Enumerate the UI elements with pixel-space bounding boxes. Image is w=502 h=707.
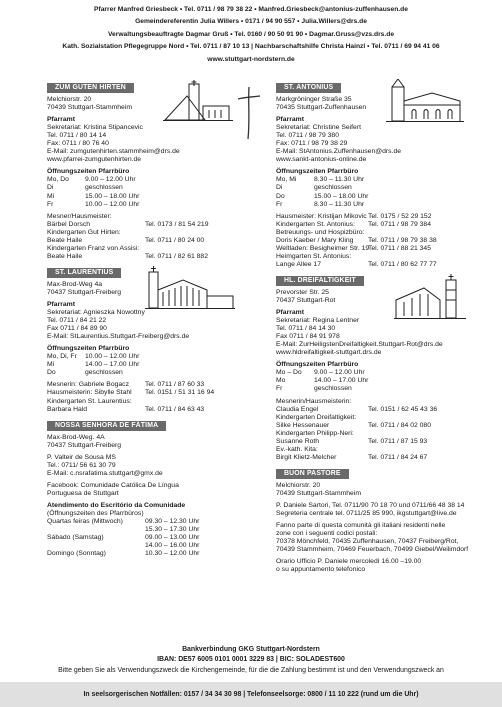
section-buon-pastore (276, 469, 468, 574)
person-row: Mesnerin: Gabriele Bogacz Tel. 0711 / 87 60 33 (47, 381, 205, 389)
person-row: Kindergarten Franz von Assisi: (47, 244, 140, 252)
person-row: Kindergarten St. Laurentius: (47, 397, 132, 405)
hours-row: Sábado (Samstag) 09.00 – 13.00 Uhr (47, 534, 200, 542)
contact-line: Sekretariat: Christine Seifert (276, 124, 361, 132)
hours-sublabel: (Öffnungszeiten des Pfarrbüros) (47, 509, 144, 517)
hours-row: Mo 14.00 – 17.00 Uhr (276, 377, 369, 385)
hours-row: 15.30 – 17.30 Uhr (145, 526, 200, 534)
hours-row: Di geschlossen (276, 184, 352, 192)
hours-label: Öffnungszeiten Pfarrbüro (276, 168, 359, 176)
section-title: ST. LAURENTIUS (47, 268, 121, 278)
section-title: ZUM GUTEN HIRTEN (47, 83, 134, 93)
contact-line: Segreteria centrale tel. 0711/25 85 990, ikgstuttgart@live.de (276, 510, 457, 518)
bank-info (0, 645, 502, 676)
address-line: 70435 Stuttgart-Zuffenhausen (276, 104, 367, 112)
address-line: 70439 Stuttgart-Stammheim (276, 489, 362, 497)
contact-line: P. Valteir de Sousa MS (47, 453, 116, 461)
hours-row: Fr 8.30 – 11.30 Uhr (276, 200, 365, 208)
office-hours-line: o su appuntamento telefonico (276, 566, 366, 574)
church-st-antonius-icon (386, 79, 464, 123)
contact-line: Sekretariat: Kristina Stipancevic (47, 124, 143, 132)
address-line: Melchiorstr. 20 (276, 481, 321, 489)
contact-line: Fax 0711 / 84 89 90 (47, 325, 107, 333)
person-row: Doris Kaeber / Mary Kling Tel. 0711 / 98 79 38 38 (276, 236, 437, 244)
pfarramt-label: Pfarramt (276, 309, 304, 317)
header-line: Kath. Sozialstation Pflegegruppe Nord • Tel. 0711 / 87 10 13 | Nachbarschaftshilfe Christa Hainzl • Tel. 0711 / 69 94 41 06 (62, 43, 440, 51)
section-title: BUON PASTORE (276, 469, 349, 479)
emergency-footer: In seelsorgerischen Notfällen: 0157 / 34 34 30 98 | Telefonseelsorge: 0800 / 11 10 222 (rund um die Uhr) (0, 682, 502, 707)
contact-line: Fax: 0711 / 80 76 40 (47, 140, 109, 148)
contact-line: Tel.: 0711/ 56 61 30 79 (47, 461, 116, 469)
section-nossa-senhora-de-fatima (47, 421, 239, 559)
person-row: Hausmeister: Kristijan Mikovic Tel. 0175 / 52 29 152 (276, 212, 432, 220)
mesner-label: Mesnerin/Hausmeisterin: (276, 397, 352, 405)
person-row: Barbara Hald Tel. 0711 / 84 63 43 (47, 405, 205, 413)
person-row: Hausmeisterin: Sibylle Stahl Tel. 0151 / 51 31 16 94 (47, 389, 215, 397)
hours-row: Quartas feiras (Mittwoch) 09.30 – 12.30 Uhr (47, 518, 200, 526)
hours-label: Öffnungszeiten Pfarrbüro (47, 168, 130, 176)
website-link[interactable]: www.hldreifaltigkeit-stuttgart.drs.de (276, 349, 382, 357)
person-row: Silke Hessenauer Tel. 0711 / 84 02 080 (276, 421, 431, 429)
address-line: 70437 Stuttgart-Freiberg (47, 288, 122, 296)
info-line: 70378 Mönchfeld, 70435 Zuffenhausen, 70437 Freiberg/Rot, (276, 538, 459, 546)
website-link[interactable]: www.sankt-antonius-online.de (276, 156, 367, 164)
hours-row: Di geschlossen (47, 184, 123, 192)
person-row: Claudia Engel Tel. 0151 / 62 45 43 36 (276, 405, 438, 413)
contact-line: Sekretariat: Agnieszka Nowottny (47, 309, 145, 317)
church-st-laurentius-icon (145, 266, 235, 310)
hours-row: Do geschlossen (47, 369, 123, 377)
person-row: Kindergarten Philipp-Neri: (276, 429, 354, 437)
pfarramt-label: Pfarramt (47, 116, 75, 124)
hours-row: Mo, Di, Fr 10.00 – 12.00 Uhr (47, 353, 140, 361)
person-row: Beate Haile Tel. 0711 / 82 61 882 (47, 252, 208, 260)
section-title: NOSSA SENHORA DE FÁTIMA (47, 421, 166, 431)
person-row: Lange Allee 17 Tel. 0711 / 80 62 77 77 (276, 260, 437, 268)
contact-line: Tel. 0711 / 84 14 30 (276, 325, 336, 333)
facebook-line: Portuguesa de Stuttgart (47, 489, 119, 497)
facebook-line: Facebook: Comunidade Católica De Língua (47, 481, 179, 489)
email-link[interactable]: E-Mail: StLaurentius.Stuttgart-Freiberg@drs.de (47, 333, 190, 341)
contact-header (0, 4, 502, 66)
address-line: 70439 Stuttgart-Stammheim (47, 104, 133, 112)
hours-row: Mi 15.00 – 18.00 Uhr (47, 192, 140, 200)
person-row: Kindergarten St. Antonius: Tel. 0711 / 98 79 384 (276, 220, 431, 228)
website-link[interactable]: www.pfarrei-zumgutenhirten.de (47, 156, 142, 164)
person-row: Weltladen: Besigheimer Str. 19 Tel. 0711 / 88 21 345 (276, 244, 431, 252)
hours-row: Do 15.00 – 18.00 Uhr (276, 192, 369, 200)
hours-row: Mo, Do 9.00 – 12.00 Uhr (47, 176, 136, 184)
person-row: Kindergarten Dreifaltigkeit: (276, 413, 357, 421)
address-line: Melchiorstr. 20 (47, 96, 92, 103)
hours-label: Öffnungszeiten Pfarrbüro (276, 361, 359, 369)
hours-label: Atendimento do Escritório da Comunidade (47, 501, 186, 509)
person-row: Birgit Klietz-Melcher Tel. 0711 / 84 24 67 (276, 453, 428, 461)
bank-iban: IBAN: DE57 6005 0101 0001 3229 83 | BIC: SOLADEST600 (157, 656, 345, 664)
person-row: Susanne Roth Tel. 0711 / 87 15 93 (276, 437, 428, 445)
bank-note: Bitte geben Sie als Verwendungszweck die Kirchengemeinde, für die die Zahlung bestimmt ist und den Verwendungszweck an (58, 666, 444, 674)
website-link[interactable]: www.stuttgart-nordstern.de (207, 55, 295, 63)
info-line: Fanno parte di questa comunità gli italiani residenti nelle (276, 522, 446, 530)
pfarramt-label: Pfarramt (276, 116, 304, 124)
mesner-label: Mesner/Hausmeister: (47, 212, 112, 220)
contact-line: Tel. 0711 / 80 14 14 (47, 132, 107, 140)
person-row: Beate Haile Tel. 0711 / 80 24 00 (47, 236, 205, 244)
bank-title: Bankverbindung GKG Stuttgart-Nordstern (182, 646, 320, 653)
info-line: 70439 Stammheim, 70469 Feuerbach, 70499 Giebel/Weilimdorf (276, 546, 469, 554)
email-link[interactable]: E-Mail: c.nsrafatima.stuttgart@gmx.de (47, 469, 163, 477)
section-title: ST. ANTONIUS (276, 83, 341, 93)
hours-row: 14.00 – 16.00 Uhr (145, 542, 200, 550)
hours-row: Mo, Mi 8.30 – 11.30 Uhr (276, 176, 365, 184)
address-line: Prevorster Str. 25 (276, 288, 329, 296)
email-link[interactable]: E-Mail: StAntonius.Zuffenhausen@drs.de (276, 148, 402, 156)
hours-row: Domingo (Sonntag) 10.30 – 12.00 Uhr (47, 550, 200, 558)
person-row: Betreuungs- und Hospizbüro: (276, 228, 365, 236)
office-hours-line: Orario Ufficio P. Daniele mercoledì 16.00 –19.00 (276, 558, 422, 566)
email-link[interactable]: E-Mail: ZurHeiligstenDreifaltigkeit.Stuttgart-Rot@drs.de (276, 341, 443, 349)
contact-line: Fax 0711 / 84 91 978 (276, 333, 340, 341)
section-title: HL. DREIFALTIGKEIT (276, 276, 364, 286)
hours-row: Mi 14.00 – 17.00 Uhr (47, 361, 140, 369)
section-hl-dreifaltigkeit (276, 276, 468, 462)
contact-line: P. Daniele Sartori, Tel. 0711/90 70 18 70 und 0711/66 48 38 14 (276, 501, 465, 509)
contact-line: Fax: 0711 / 98 79 38 29 (276, 140, 348, 148)
address-line: Markgröninger Straße 35 (276, 96, 352, 103)
section-st-antonius (276, 83, 468, 269)
contact-line: Sekretariat: Regina Lentner (276, 317, 360, 325)
address-line: Max-Brod-Weg 4a (47, 280, 103, 288)
section-zum-guten-hirten (47, 83, 239, 261)
person-row: Heimgarten St. Antonius: (276, 252, 352, 260)
contact-line: Tel. 0711 / 84 21 22 (47, 317, 107, 325)
person-row: Kindergarten Gut Hirten: (47, 228, 121, 236)
info-line: zone con i seguenti codici postali: (276, 530, 378, 538)
hours-row: Fr 10.00 – 12.00 Uhr (47, 200, 140, 208)
section-st-laurentius (47, 268, 239, 414)
contact-line: Tel. 0711 / 98 79 380 (276, 132, 339, 140)
person-row: Bärbel Dorsch Tel. 0173 / 81 54 219 (47, 220, 209, 228)
address-line: 70437 Stuttgart-Freiberg (47, 441, 122, 449)
header-line: Gemeindereferentin Julia Willers • 0171 / 94 90 557 • Julia.Willers@drs.de (135, 18, 367, 26)
hours-label: Öffnungszeiten Pfarrbüro (47, 345, 130, 353)
header-line: Pfarrer Manfred Griesbeck • Tel. 0711 / 98 79 38 22 • Manfred.Griesbeck@antonius-zuffenhausen.de (94, 6, 408, 13)
address-line: 70437 Stuttgart-Rot (276, 296, 336, 304)
pfarramt-label: Pfarramt (47, 300, 75, 308)
church-hl-dreifaltigkeit-icon (394, 274, 466, 320)
person-row: Ev.-kath. Kita: (276, 445, 318, 453)
hours-row: Mo – Do 9.00 – 12.00 Uhr (276, 369, 365, 377)
email-link[interactable]: E-Mail: zumgutenhirten.stammheim@drs.de (47, 148, 180, 156)
address-line: Max-Brod-Weg. 4A (47, 433, 105, 441)
header-line: Verwaltungsbeauftragte Dagmar Gruß • Tel. 0160 / 90 50 91 90 • Dagmar.Gruss@vzs.drs.de (107, 30, 395, 38)
church-zum-guten-hirten-icon (163, 80, 233, 122)
hours-row: Fr geschlossen (276, 385, 352, 393)
cross-icon (236, 85, 262, 141)
